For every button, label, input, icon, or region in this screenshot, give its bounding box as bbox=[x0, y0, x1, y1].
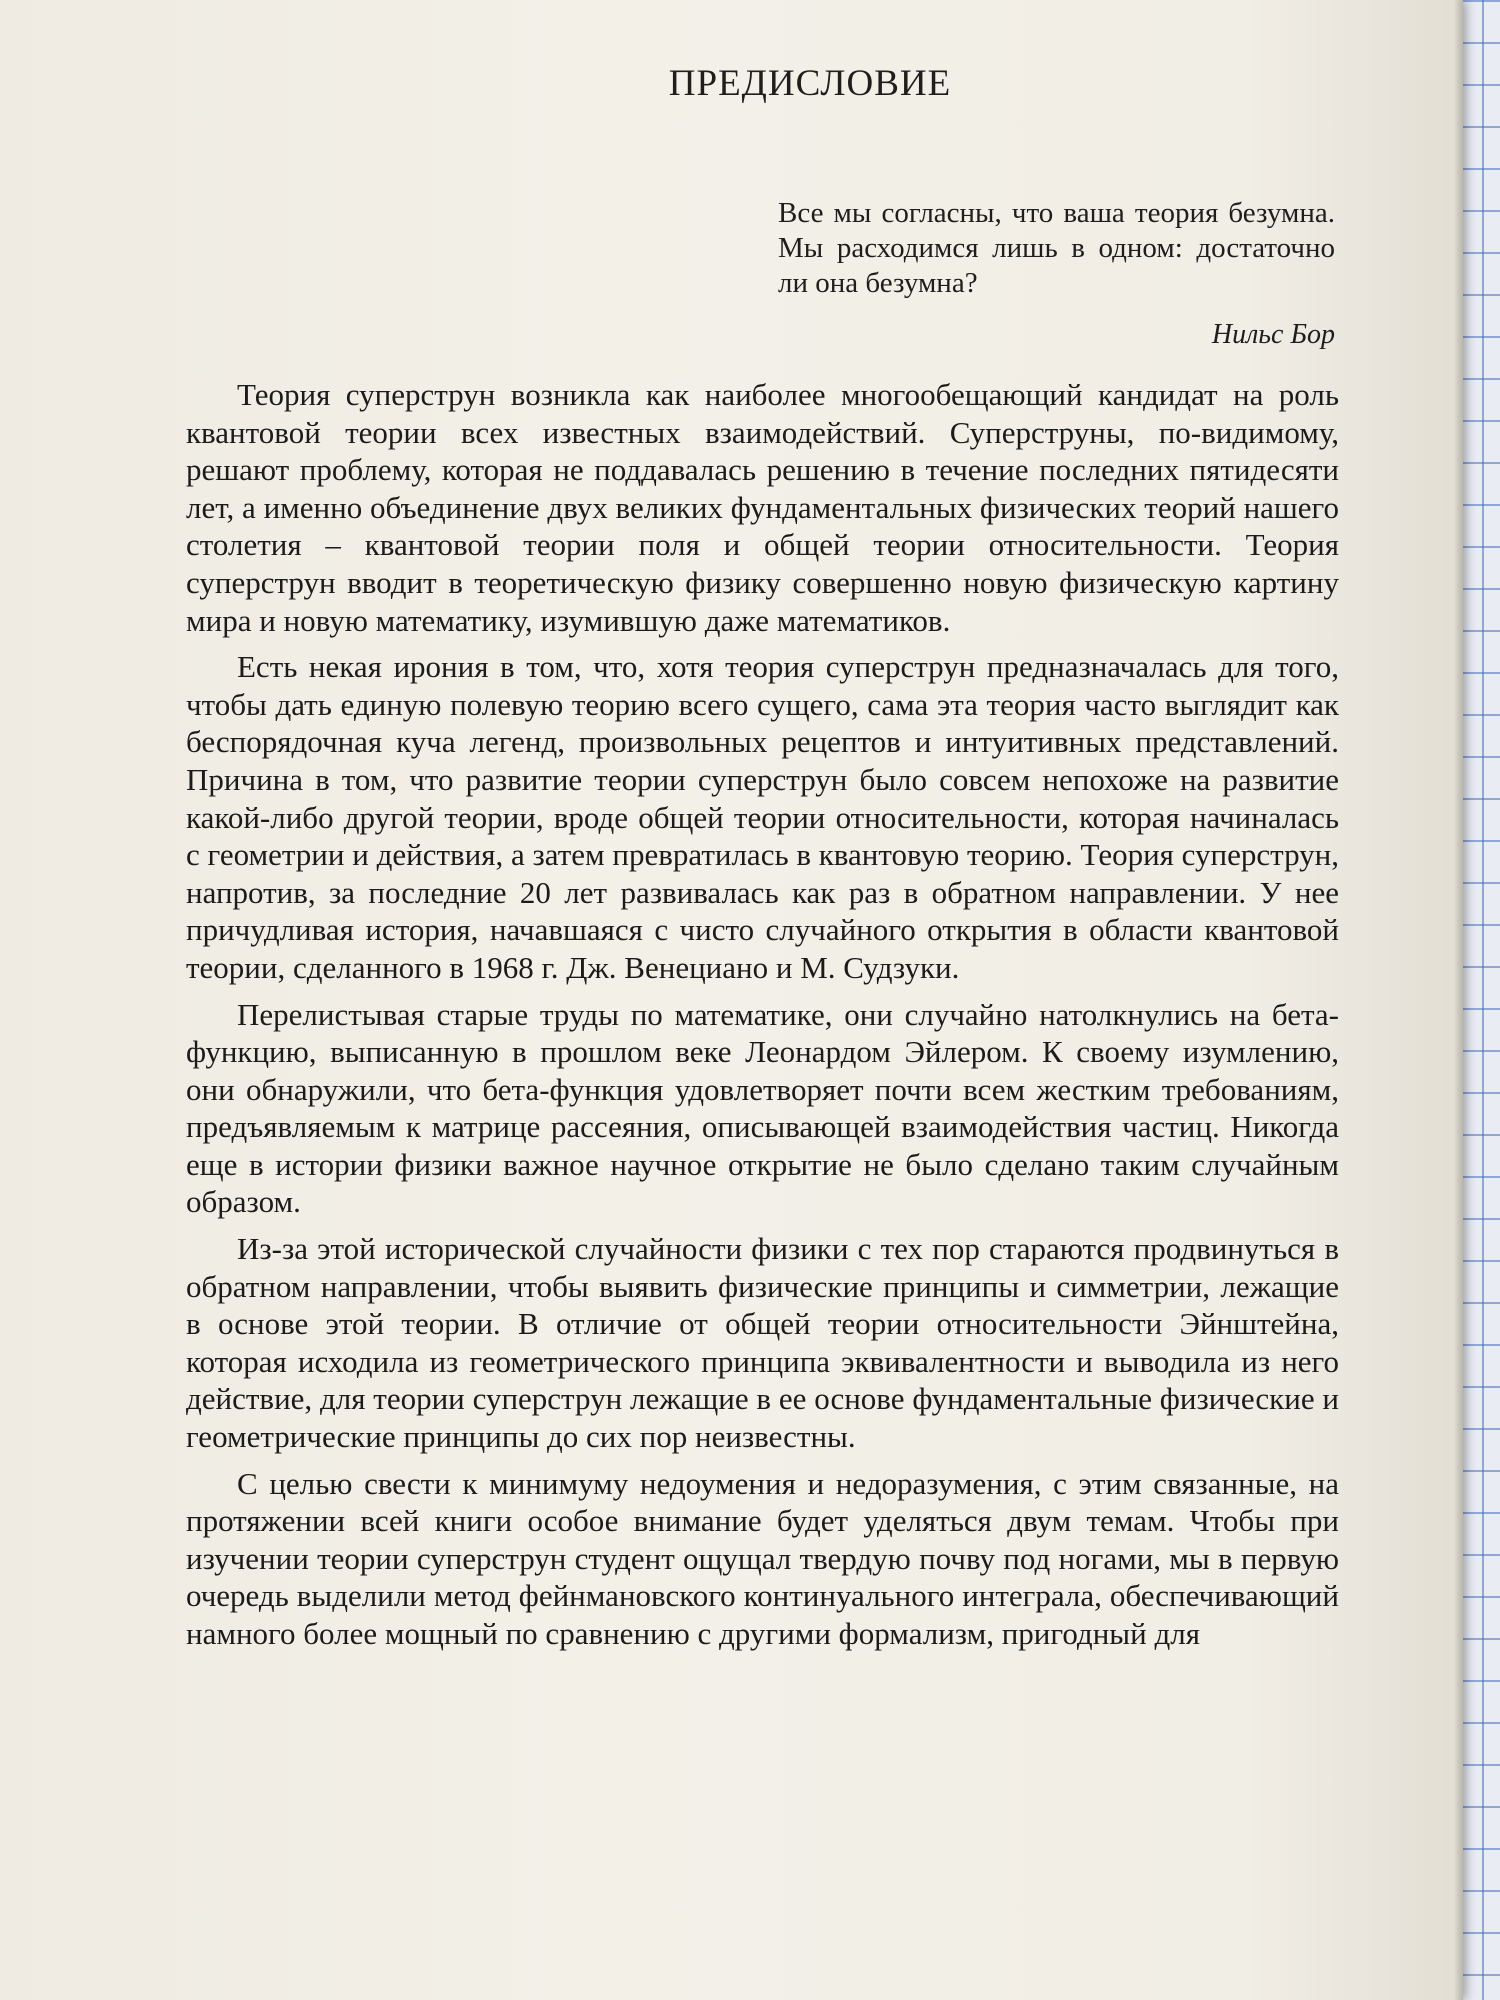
paragraph: Перелистывая старые труды по математике, они случайно натолкнулись на бета-функцию, выписанную в прошлом веке Леонардом Эйлером. К своему изумлению, они обнаружили, что бета-функция удовлетворяет почти всем жестким требованиям, предъявляемым к матрице рассеяния, описывающей взаимодействия частиц. Никогда еще в истории физики важное научное открытие не было сделано таким случайным образом. bbox=[186, 996, 1339, 1220]
epigraph-author: Нильс Бор bbox=[1211, 319, 1335, 350]
paragraph: Теория суперструн возникла как наиболее многообещающий кандидат на роль квантовой теории всех известных взаимодействий. Суперструны, по-видимому, решают проблему, которая не поддавалась решению в течение последних пятидесяти лет, а именно объединение двух великих фундаментальных физических теорий нашего столетия – квантовой теории поля и общей теории относительности. Теория суперструн вводит в теоретическую физику совершенно новую физическую картину мира и новую математику, изумившую даже математиков. bbox=[186, 377, 1339, 638]
page-edge bbox=[1455, 0, 1463, 2000]
paragraph: С целью свести к минимуму недоумения и недоразумения, с этим связанные, на протяжении всей книги особое внимание будет уделяться двум темам. Чтобы при изучении теории суперструн студент ощущал твердую почву под ногами, мы в первую очередь выделили метод фейнмановского континуального интеграла, обеспечивающий намного более мощный по сравнению с другими формализм, пригодный для bbox=[186, 1465, 1339, 1651]
epigraph bbox=[778, 196, 1335, 352]
epigraph-quote: Все мы согласны, что ваша теория безумна. Мы расходимся лишь в одном: достаточно ли она безумна? bbox=[778, 197, 1335, 299]
paragraph: Из-за этой исторической случайности физики с тех пор стараются продвинуться в обратном направлении, чтобы выявить физические принципы и симметрии, лежащие в основе этой теории. В отличие от общей теории относительности Эйнштейна, которая исходила из геометрического принципа эквивалентности и выводила из него действие, для теории суперструн лежащие в ее основе фундаментальные физические и геометрические принципы до сих пор неизвестны. bbox=[186, 1231, 1339, 1455]
body-text bbox=[186, 376, 1339, 1653]
page-title: ПРЕДИСЛОВИЕ bbox=[668, 63, 952, 104]
paragraph: Есть некая ирония в том, что, хотя теория суперструн предназначалась для того, чтобы дать единую полевую теорию всего сущего, сама эта теория часто выглядит как беспорядочная куча легенд, произвольных рецептов и интуитивных представлений. Причина в том, что развитие теории суперструн было совсем непохоже на развитие какой-либо другой теории, вроде общей теории относительности, которая начиналась с геометрии и действия, а затем превратилась в квантовую теорию. Теория суперструн, напротив, за последние 20 лет развивалась как раз в обратном направлении. У нее причудливая история, начавшаяся с чисто случайного открытия в области квантовой теории, сделанного в 1968 г. Дж. Венециано и М. Судзуки. bbox=[186, 649, 1339, 985]
